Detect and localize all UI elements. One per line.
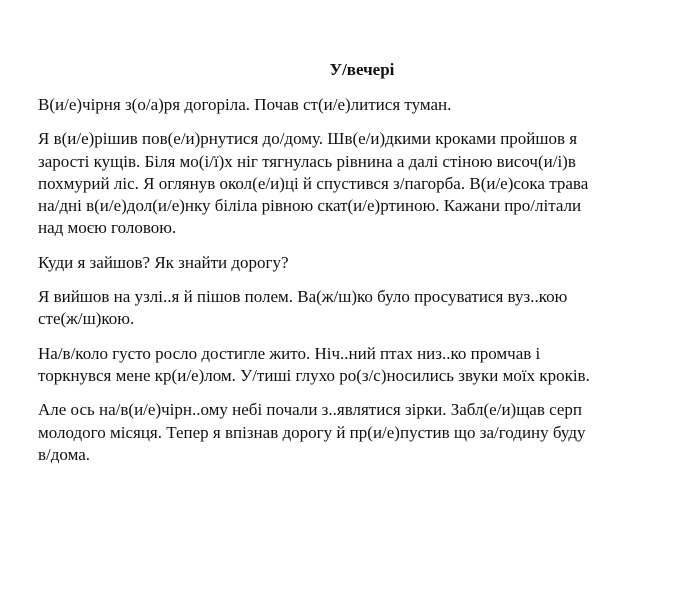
paragraph-3: [38, 252, 678, 274]
text-line: Я вийшов на узлі..я й пішов полем. Ва(ж/ш)ко було просуватися вуз..кою: [38, 287, 568, 307]
text-line: В(и/е)чірня з(о/а)ря догоріла. Почав ст(и/е)литися туман.: [38, 95, 452, 114]
text-line: над моєю головою.: [38, 218, 177, 238]
text-line: Але ось на/в(и/е)чірн..ому небі почали з..являтися зірки. Забл(е/и)щав серп: [38, 400, 583, 420]
paragraph-4: [38, 286, 678, 331]
text-line: сте(ж/ш)кою.: [38, 309, 135, 329]
paragraph-5: [38, 343, 678, 388]
text-line: в/дома.: [38, 444, 91, 464]
text-line: торкнувся мене кр(и/е)лом. У/тиші глухо ро(з/с)носились звуки моїх кроків.: [38, 365, 590, 385]
paragraph-2: [38, 128, 678, 239]
text-line: Куди я зайшов? Як знайти дорогу?: [38, 252, 289, 272]
text-line: Я в(и/е)рішив пов(е/и)рнутися до/дому. Шв(е/и)дкими кроками пройшов я: [38, 129, 578, 149]
paragraph-6: [38, 399, 678, 466]
document-title: У/вечері: [329, 60, 395, 79]
text-line: молодого місяця. Тепер я впізнав дорогу й пр(и/е)пустив що за/годину буду: [38, 422, 586, 442]
text-line: на/дні в(и/е)дол(и/е)нку біліла рівною скат(и/е)ртиною. Кажани про/літали: [38, 196, 582, 216]
text-line: похмурий ліс. Я оглянув окол(е/и)ці й спустився з/пагорба. В(и/е)сока трава: [38, 173, 589, 193]
document-page: [38, 58, 678, 478]
text-line: На/в/коло густо росло достигле жито. Ніч..ний птах низ..ко промчав і: [38, 343, 541, 363]
paragraph-1: [38, 94, 678, 116]
text-line: зарості кущів. Біля мо(і/ї)х ніг тягнулась рівнина а далі стіною височ(и/і)в: [38, 151, 576, 171]
